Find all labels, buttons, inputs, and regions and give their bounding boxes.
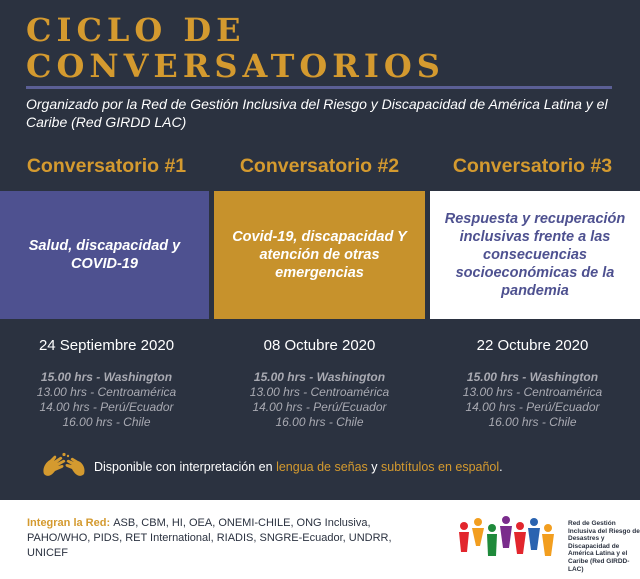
time-chile: 16.00 hrs - Chile <box>488 415 577 429</box>
session-2-topic-box <box>214 191 425 319</box>
page-title <box>26 12 445 84</box>
time-washington: 15.00 hrs - Washington <box>40 370 173 384</box>
footer <box>0 500 640 579</box>
people-logo-icon <box>456 512 562 564</box>
session-3-times <box>426 370 639 430</box>
time-centroamerica: 13.00 hrs - Centroamérica <box>249 385 390 399</box>
session-1-times <box>0 370 213 430</box>
session-1-date: 24 Septiembre 2020 <box>38 337 175 354</box>
time-centroamerica: 13.00 hrs - Centroamérica <box>462 385 603 399</box>
subtitles-highlight: subtítulos en español <box>381 460 500 474</box>
logo-text: Red de Gestión Inclusiva del Riesgo de Desastres y Discapacidad de América Latina y el Caribe (Red GIRDD-LAC) <box>568 520 640 573</box>
session-2-topic: Covid-19, discapacidad Y atención de otras emergencias <box>232 229 407 281</box>
title-divider <box>26 86 612 89</box>
time-washington: 15.00 hrs - Washington <box>253 370 386 384</box>
session-headers <box>0 150 640 182</box>
session-1-topic-box <box>0 191 209 319</box>
session-1-topic: Salud, discapacidad y COVID-19 <box>28 238 181 272</box>
session-2-times <box>213 370 426 430</box>
time-peru-ecuador: 14.00 hrs - Perú/Ecuador <box>465 400 600 414</box>
session-2-date: 08 Octubre 2020 <box>263 337 376 354</box>
network-members <box>27 516 427 561</box>
session-2-header: Conversatorio #2 <box>239 155 400 177</box>
time-peru-ecuador: 14.00 hrs - Perú/Ecuador <box>252 400 387 414</box>
session-1-header: Conversatorio #1 <box>26 155 187 177</box>
availability-text: Disponible con interpretación en lengua de señas y subtítulos en español. <box>94 460 503 474</box>
red-girdd-lac-logo <box>456 512 640 573</box>
title-line-2: CONVERSATORIOS <box>26 47 445 85</box>
title-line-1: CICLO DE <box>26 11 246 49</box>
availability-note <box>40 452 620 482</box>
time-washington: 15.00 hrs - Washington <box>466 370 599 384</box>
session-3-topic-box <box>430 191 640 319</box>
members-label: Integran la Red: <box>27 517 114 529</box>
session-3-header: Conversatorio #3 <box>452 155 613 177</box>
time-centroamerica: 13.00 hrs - Centroamérica <box>36 385 177 399</box>
time-peru-ecuador: 14.00 hrs - Perú/Ecuador <box>39 400 174 414</box>
sign-language-icon <box>40 452 88 482</box>
session-3-topic: Respuesta y recuperación inclusivas frente a las consecuencias socioeconómicas de la pandemia <box>444 211 626 299</box>
sign-language-highlight: lengua de señas <box>276 460 368 474</box>
time-chile: 16.00 hrs - Chile <box>275 415 364 429</box>
time-chile: 16.00 hrs - Chile <box>62 415 151 429</box>
session-3-date: 22 Octubre 2020 <box>476 337 589 354</box>
members-list: ASB, CBM, HI, OEA, ONEMI-CHILE, ONG Inclusiva, PAHO/WHO, PIDS, RET International, RIADIS, SNGRE-Ecuador, UNDRR, UNICEF <box>27 517 392 559</box>
organizer-text: Organizado por la Red de Gestión Inclusiva del Riesgo y Discapacidad de América Latina y el Caribe (Red GIRDD LAC) <box>26 96 608 130</box>
